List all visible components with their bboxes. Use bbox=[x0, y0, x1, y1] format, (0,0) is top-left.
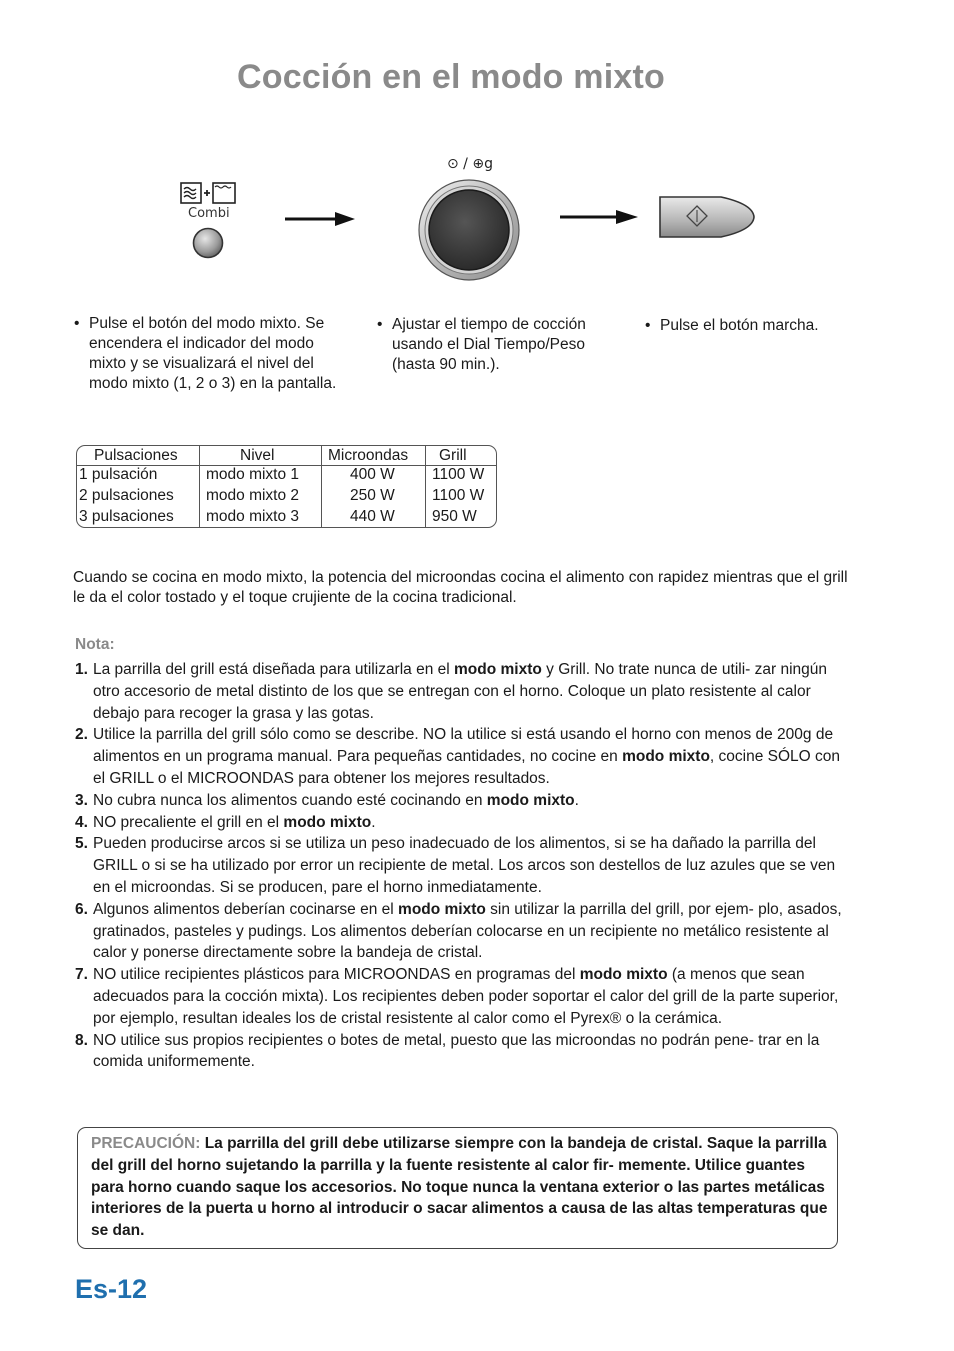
note-emphasis: modo mixto bbox=[579, 966, 668, 984]
note-item bbox=[75, 964, 850, 1029]
page-title: Cocción en el modo mixto bbox=[237, 58, 665, 96]
table-divider bbox=[425, 446, 426, 527]
note-number: 3. bbox=[75, 791, 88, 809]
note-text: (a menos que sean adecuados para la cocción mixta). Los recipientes deben poder soportar el calor del grill de la parte superior, por ejemplo, resultan ideales los de cristal resistente al calor como el Pyrex® o la cerámica. bbox=[93, 966, 839, 1027]
microwave-grill-combi-icon bbox=[180, 181, 240, 207]
note-emphasis: modo mixto bbox=[283, 813, 372, 831]
arrow-right-icon bbox=[560, 208, 638, 226]
time-weight-dial-icon bbox=[417, 178, 521, 282]
note-text: Algunos alimentos deberían cocinarse en el bbox=[93, 900, 399, 918]
note-text: Pueden producirse arcos si se utiliza un peso inadecuado de los alimentos, si se ha dañado la parrilla del GRILL o si se ha utilizado por error un recipiente de metal. Los arcos son destellos de luz azules que se ven en el microondas. Si se producen, pare el horno inmediatamente. bbox=[93, 835, 836, 896]
table-cell: 250 W bbox=[350, 487, 395, 504]
table-cell: 440 W bbox=[350, 508, 395, 525]
intro-paragraph: Cuando se cocina en modo mixto, la potencia del microondas cocina el alimento con rapidez mientras que el grill le da el color tostado y el toque crujiente de la cocina tradicional. bbox=[73, 569, 848, 606]
table-divider bbox=[199, 446, 200, 527]
note-number: 6. bbox=[75, 900, 88, 918]
note-item bbox=[75, 833, 850, 898]
combi-label: Combi bbox=[188, 206, 230, 221]
table-cell: modo mixto 2 bbox=[206, 487, 300, 504]
note-text: NO utilice recipientes plásticos para MICROONDAS en programas del bbox=[93, 966, 580, 984]
note-number: 8. bbox=[75, 1031, 88, 1049]
step-2-text bbox=[377, 315, 632, 375]
note-text: NO utilice sus propios recipientes o botes de metal, puesto que las microondas no podrán pene- trar en la comida uniformemente. bbox=[93, 1031, 820, 1071]
table-header: Microondas bbox=[328, 447, 409, 464]
step-1-text bbox=[74, 314, 351, 394]
table-header: Pulsaciones bbox=[94, 447, 178, 464]
table-cell: 400 W bbox=[350, 466, 395, 483]
table-cell: 950 W bbox=[432, 508, 477, 525]
combi-button-icon bbox=[192, 227, 224, 259]
note-text: y Grill. No trate nunca de utili- zar ningún otro accesorio de metal distinto de los que se entregan con el horno. Coloque un plato resistente al calor debajo para recoger la grasa y las gotas. bbox=[93, 661, 828, 722]
caution-text bbox=[91, 1133, 833, 1242]
arrow-right-icon bbox=[285, 210, 355, 228]
note-item bbox=[75, 812, 850, 834]
note-emphasis: modo mixto bbox=[622, 748, 710, 766]
step-3-description: Pulse el botón marcha. bbox=[660, 317, 819, 334]
bullet: • bbox=[645, 317, 651, 334]
note-text: Utilice la parrilla del grill sólo como se describe. NO la utilice si está usando el horno con menos de 200g de alimentos en un programa manual. Para pequeñas cantidades, no cocine en bbox=[93, 726, 834, 766]
table-cell: 1 pulsación bbox=[79, 466, 158, 483]
note-text: . bbox=[574, 791, 579, 809]
note-item bbox=[75, 724, 850, 789]
note-number: 4. bbox=[75, 813, 88, 831]
note-text: sin utilizar la parrilla del grill, por ejem- plo, asados, gratinados, pasteles y pudings. Los alimentos deberían colocarse en un recipiente no metálico resistente al calor y ponerse directamente sobre la bandeja de cristal. bbox=[93, 900, 842, 962]
note-emphasis: modo mixto bbox=[486, 791, 575, 809]
note-item bbox=[75, 790, 850, 812]
table-cell: modo mixto 1 bbox=[206, 466, 300, 483]
note-number: 2. bbox=[75, 726, 88, 744]
table-header: Nivel bbox=[240, 447, 275, 464]
table-header: Grill bbox=[439, 447, 467, 464]
note-list bbox=[75, 659, 850, 1073]
start-button-icon bbox=[657, 194, 757, 240]
note-emphasis: modo mixto bbox=[454, 661, 542, 678]
caution-body: La parrilla del grill debe utilizarse siempre con la bandeja de cristal. Saque la parrilla del grill del horno sujetando la parrilla y la fuente resistente al calor fir- memente. Utilice guantes para horno cuando saque los accesorios. No toque nunca la ventana exterior o las partes metálicas interiores de la puerta u horno al introducir o sacar alimentos a causa de las altas temperaturas que se dan. bbox=[91, 1135, 828, 1240]
step-3-text bbox=[645, 316, 860, 336]
note-item bbox=[75, 1030, 850, 1074]
note-item bbox=[75, 899, 850, 964]
note-text: La parrilla del grill está diseñada para utilizarla en el bbox=[93, 661, 455, 678]
note-number: 5. bbox=[75, 835, 88, 853]
step-1-description: Pulse el botón del modo mixto. Se encendera el indicador del modo mixto y se visualizará el nivel del modo mixto (1, 2 o 3) en la pantalla. bbox=[89, 315, 337, 392]
note-emphasis: modo mixto bbox=[398, 900, 486, 918]
table-cell: 1100 W bbox=[432, 466, 485, 483]
note-number: 1. bbox=[75, 661, 88, 678]
bullet: • bbox=[74, 315, 80, 332]
note-number: 7. bbox=[75, 966, 88, 984]
note-item bbox=[75, 659, 850, 724]
note-text: No cubra nunca los alimentos cuando esté cocinando en bbox=[93, 791, 487, 809]
table-cell: 3 pulsaciones bbox=[79, 508, 174, 525]
table-divider bbox=[321, 446, 322, 527]
note-text: , cocine SÓLO con el GRILL o el MICROONDAS para obtener los mejores resultados. bbox=[93, 748, 841, 787]
caution-label: PRECAUCIÓN: bbox=[91, 1135, 201, 1152]
note-text: . bbox=[371, 813, 376, 831]
note-heading: Nota: bbox=[75, 636, 115, 653]
step-2-description: Ajustar el tiempo de cocción usando el Dial Tiempo/Peso (hasta 90 min.). bbox=[392, 316, 586, 373]
table-cell: 1100 W bbox=[432, 487, 485, 504]
table-cell: modo mixto 3 bbox=[206, 508, 300, 525]
time-weight-symbol: ⊙ / ⊕g bbox=[447, 156, 493, 172]
combi-level-table bbox=[76, 445, 497, 528]
table-cell: 2 pulsaciones bbox=[79, 487, 174, 504]
bullet: • bbox=[377, 316, 383, 333]
page-number: Es-12 bbox=[75, 1274, 148, 1304]
note-text: NO precaliente el grill en el bbox=[93, 813, 284, 831]
